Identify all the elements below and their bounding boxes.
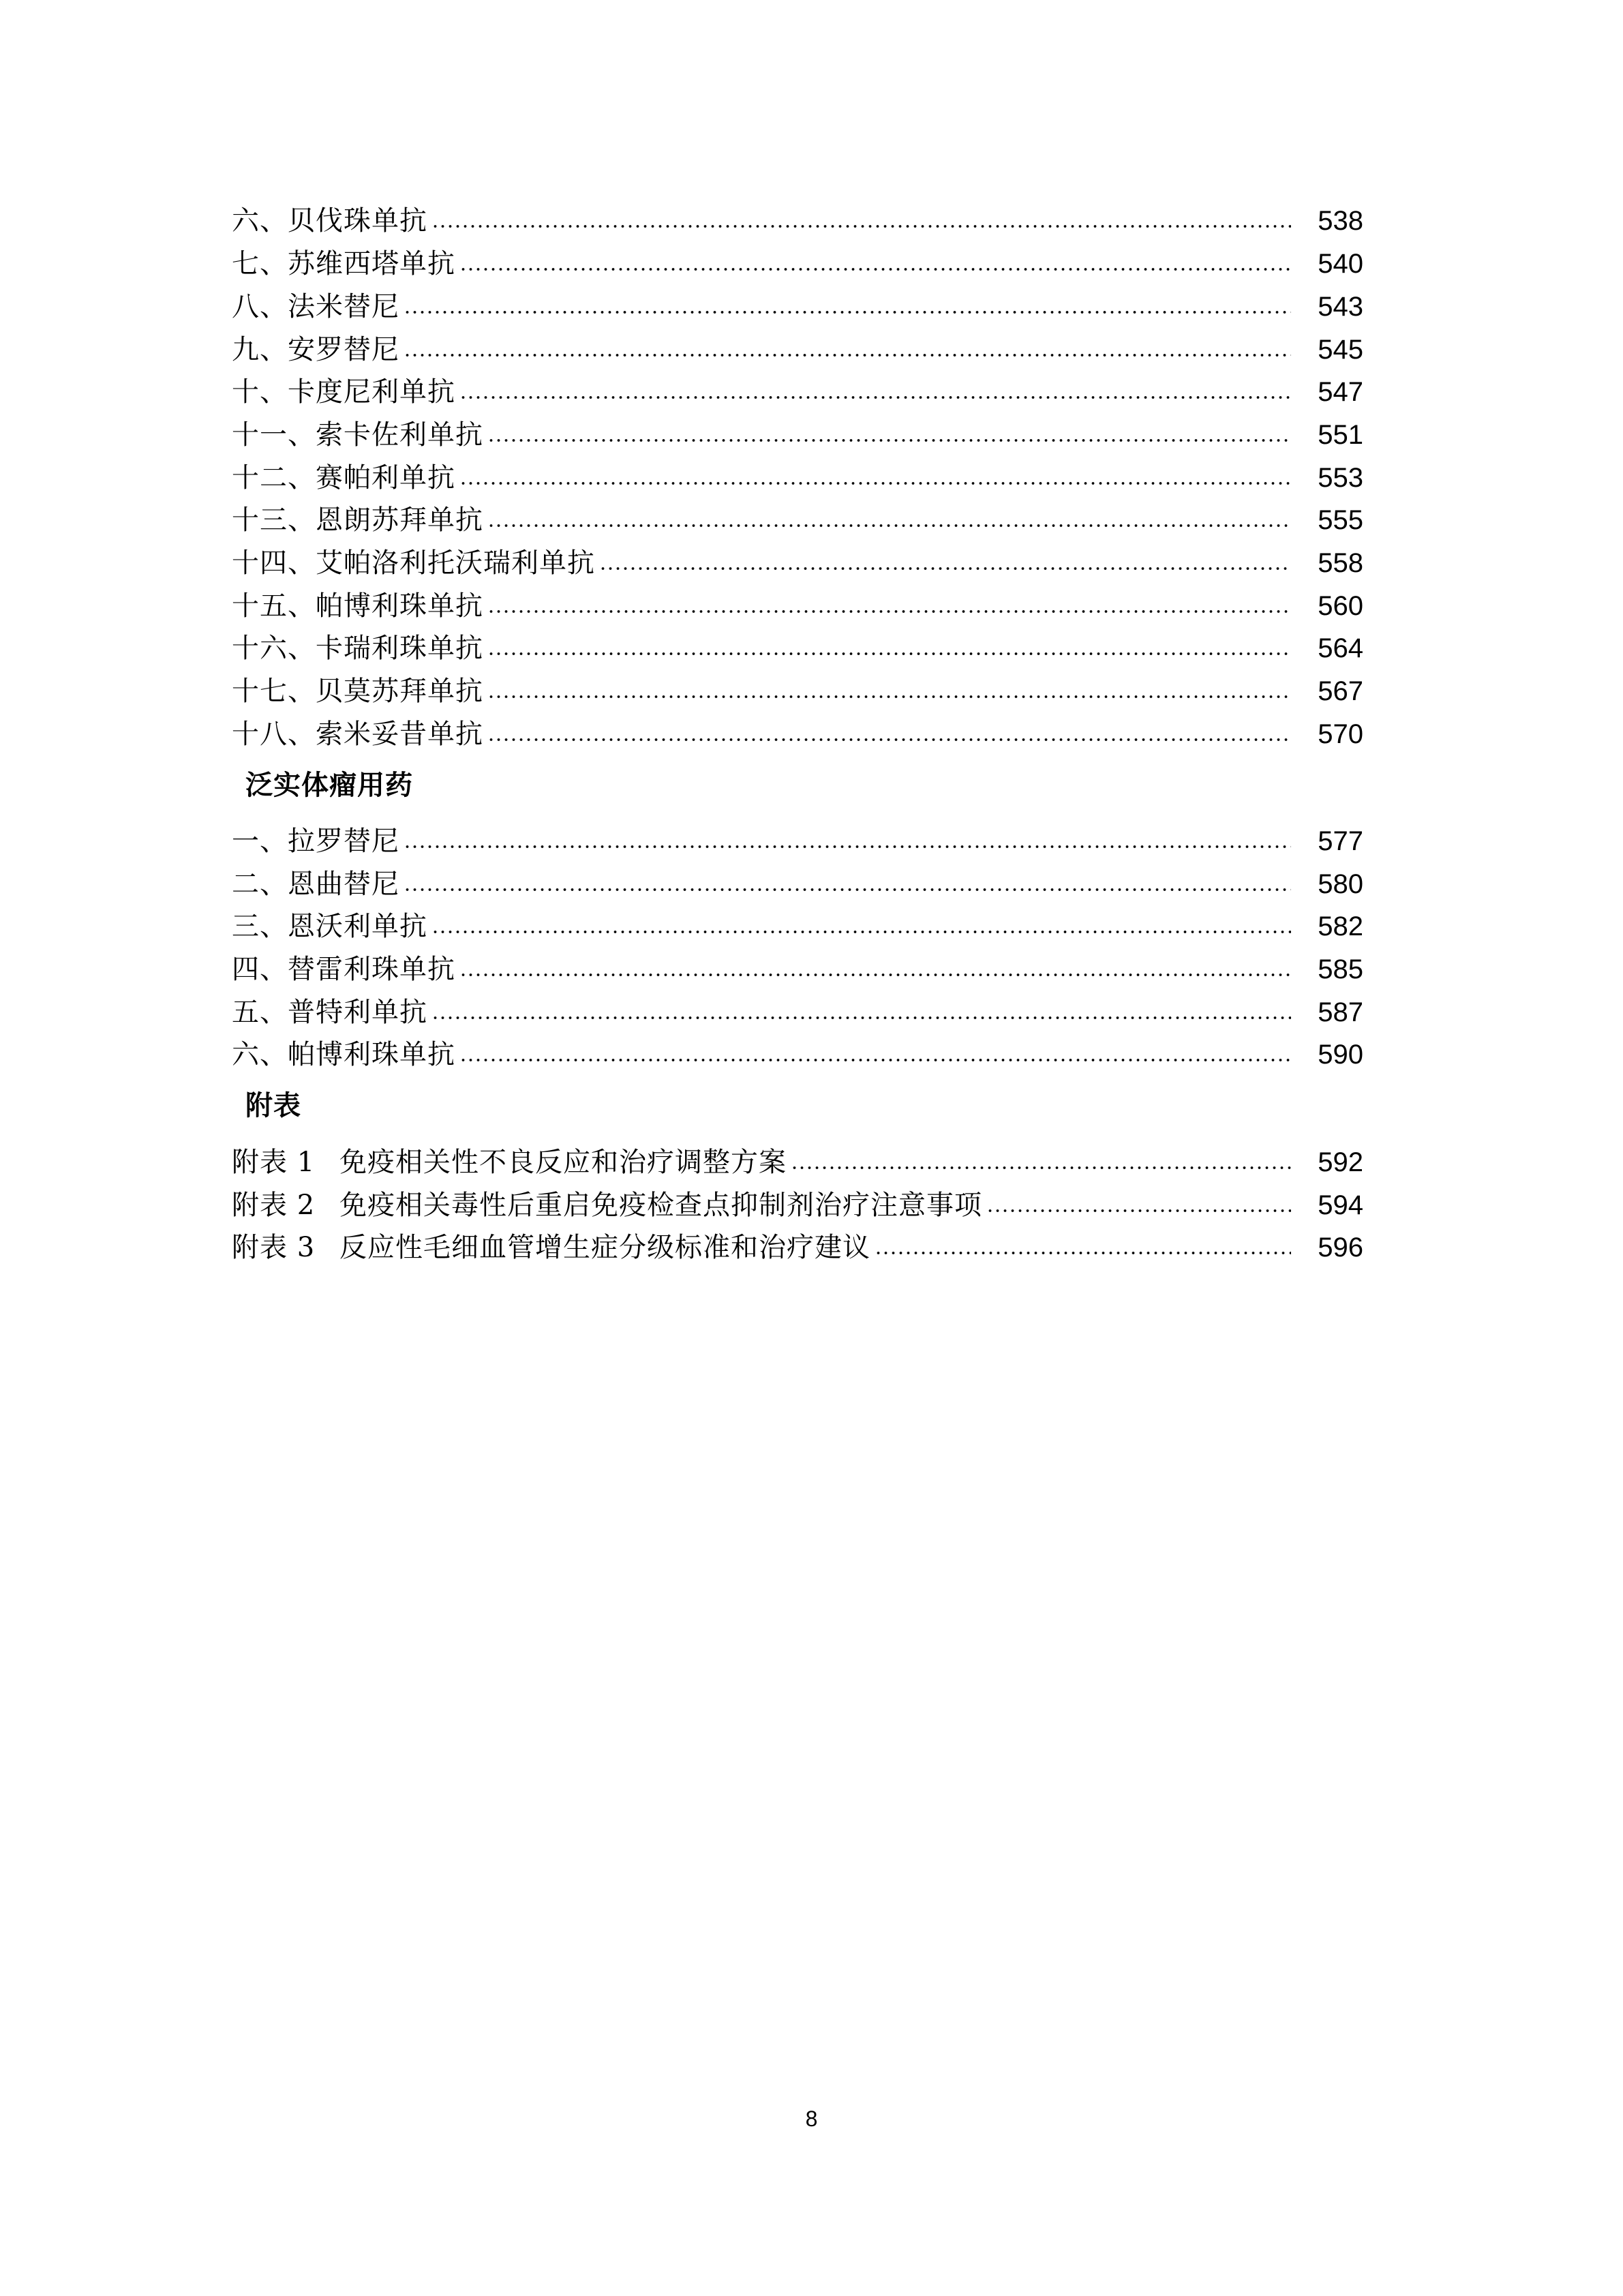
- toc-entry-page: 553: [1318, 463, 1363, 493]
- toc-entry-title: 十四、艾帕洛利托沃瑞利单抗: [232, 547, 595, 579]
- toc-entry[interactable]: [232, 498, 1363, 537]
- toc-appendix-title-wrap: [232, 1189, 982, 1222]
- toc-entry-title: 八、法米替尼: [232, 291, 399, 322]
- toc-entry-page: 596: [1318, 1233, 1363, 1263]
- toc-entry[interactable]: [232, 819, 1363, 858]
- toc-entry-title: 二、恩曲替尼: [232, 868, 399, 900]
- toc-entry[interactable]: [232, 905, 1363, 943]
- toc-entry[interactable]: [232, 669, 1363, 708]
- toc-leader-dots: [487, 439, 1291, 442]
- toc-entry-page: 551: [1318, 420, 1363, 450]
- toc-entry-title: 十五、帕博利珠单抗: [232, 590, 483, 622]
- toc-appendix-prefix: 附表 1: [232, 1147, 316, 1178]
- toc-appendix-entry[interactable]: [232, 1183, 1363, 1222]
- toc-leader-dots: [487, 652, 1291, 655]
- toc-appendix-prefix: 附表 3: [232, 1232, 316, 1263]
- toc-entry[interactable]: [232, 712, 1363, 751]
- toc-leader-dots: [599, 567, 1291, 570]
- toc-appendix-title-wrap: [232, 1231, 870, 1264]
- toc-leader-dots: [404, 311, 1291, 314]
- toc-entry-page: 564: [1318, 633, 1363, 663]
- toc-entry-page: 577: [1318, 826, 1363, 856]
- toc-entry[interactable]: [232, 541, 1363, 579]
- toc-leader-dots: [459, 1059, 1291, 1061]
- toc-entry-page: 567: [1318, 676, 1363, 706]
- toc-entry-title: 十、卡度尼利单抗: [232, 376, 455, 408]
- toc-entry-page: 543: [1318, 292, 1363, 322]
- toc-entry[interactable]: [232, 862, 1363, 901]
- toc-leader-dots: [404, 845, 1291, 848]
- toc-leader-dots: [487, 738, 1291, 741]
- section-heading-pan-tumor: 泛实体瘤用药: [245, 770, 413, 801]
- toc-entry-page: 592: [1318, 1147, 1363, 1177]
- toc-entry-page: 585: [1318, 954, 1363, 984]
- toc-leader-dots: [404, 354, 1291, 357]
- toc-leader-dots: [459, 973, 1291, 976]
- toc-entry-title: 一、拉罗替尼: [232, 826, 399, 857]
- toc-entry[interactable]: [232, 584, 1363, 622]
- toc-entry-title: 十八、索米妥昔单抗: [232, 719, 483, 750]
- toc-leader-dots: [459, 268, 1291, 271]
- toc-entry[interactable]: [232, 456, 1363, 494]
- toc-entry-title: 七、苏维西塔单抗: [232, 248, 455, 280]
- toc-entry-title: 四、替雷利珠单抗: [232, 954, 455, 985]
- toc-appendix-title: 反应性毛细血管增生症分级标准和治疗建议: [339, 1232, 870, 1263]
- toc-entry[interactable]: [232, 626, 1363, 665]
- toc-entry[interactable]: [232, 328, 1363, 366]
- toc-entry-title: 十六、卡瑞利珠单抗: [232, 633, 483, 664]
- toc-entry[interactable]: [232, 413, 1363, 451]
- toc-leader-dots: [404, 888, 1291, 891]
- toc-leader-dots: [459, 396, 1291, 399]
- toc-entry-page: 590: [1318, 1040, 1363, 1070]
- toc-leader-dots: [459, 482, 1291, 485]
- toc-entry[interactable]: [232, 991, 1363, 1029]
- toc-entry-page: 582: [1318, 911, 1363, 941]
- toc-entry-page: 570: [1318, 719, 1363, 749]
- toc-leader-dots: [487, 524, 1291, 527]
- toc-entry-title: 十一、索卡佐利单抗: [232, 419, 483, 451]
- toc-entry[interactable]: [232, 242, 1363, 280]
- toc-appendix-entry[interactable]: [232, 1141, 1363, 1179]
- toc-entry-title: 三、恩沃利单抗: [232, 911, 427, 942]
- toc-leader-dots: [431, 225, 1291, 228]
- toc-entry[interactable]: [232, 199, 1363, 237]
- toc-leader-dots: [487, 695, 1291, 698]
- toc-entry[interactable]: [232, 948, 1363, 986]
- toc-leader-dots: [791, 1166, 1291, 1169]
- toc-entry[interactable]: [232, 285, 1363, 323]
- toc-appendix-prefix: 附表 2: [232, 1190, 316, 1221]
- toc-entry-title: 十二、赛帕利单抗: [232, 462, 455, 494]
- toc-entry-page: 560: [1318, 591, 1363, 621]
- toc-entry-page: 594: [1318, 1190, 1363, 1220]
- toc-appendix-entry[interactable]: [232, 1226, 1363, 1264]
- toc-entry[interactable]: [232, 370, 1363, 408]
- toc-entry-page: 545: [1318, 335, 1363, 365]
- toc-entry-page: 580: [1318, 869, 1363, 899]
- toc-entry-page: 558: [1318, 548, 1363, 578]
- toc-appendix-title: 免疫相关性不良反应和治疗调整方案: [339, 1147, 787, 1178]
- toc-entry-page: 538: [1318, 206, 1363, 236]
- toc-entry-title: 十三、恩朗苏拜单抗: [232, 504, 483, 536]
- toc-leader-dots: [875, 1252, 1291, 1254]
- toc-entry-page: 547: [1318, 377, 1363, 407]
- toc-leader-dots: [431, 931, 1291, 933]
- toc-entry-title: 十七、贝莫苏拜单抗: [232, 676, 483, 707]
- toc-entry-page: 540: [1318, 249, 1363, 279]
- toc-leader-dots: [986, 1209, 1291, 1212]
- toc-entry-page: 587: [1318, 997, 1363, 1027]
- toc-appendix-title: 免疫相关毒性后重启免疫检查点抑制剂治疗注意事项: [339, 1190, 982, 1221]
- toc-entry-title: 六、贝伐珠单抗: [232, 205, 427, 237]
- toc-entry-title: 九、安罗替尼: [232, 334, 399, 365]
- toc-entry-title: 五、普特利单抗: [232, 997, 427, 1028]
- toc-leader-dots: [487, 610, 1291, 613]
- section-heading-appendix: 附表: [245, 1090, 301, 1121]
- toc-entry-page: 555: [1318, 505, 1363, 535]
- page-number: 8: [805, 2106, 818, 2131]
- toc-leader-dots: [431, 1016, 1291, 1019]
- toc-entry-title: 六、帕博利珠单抗: [232, 1039, 455, 1070]
- toc-entry[interactable]: [232, 1033, 1363, 1071]
- toc-appendix-title-wrap: [232, 1146, 787, 1179]
